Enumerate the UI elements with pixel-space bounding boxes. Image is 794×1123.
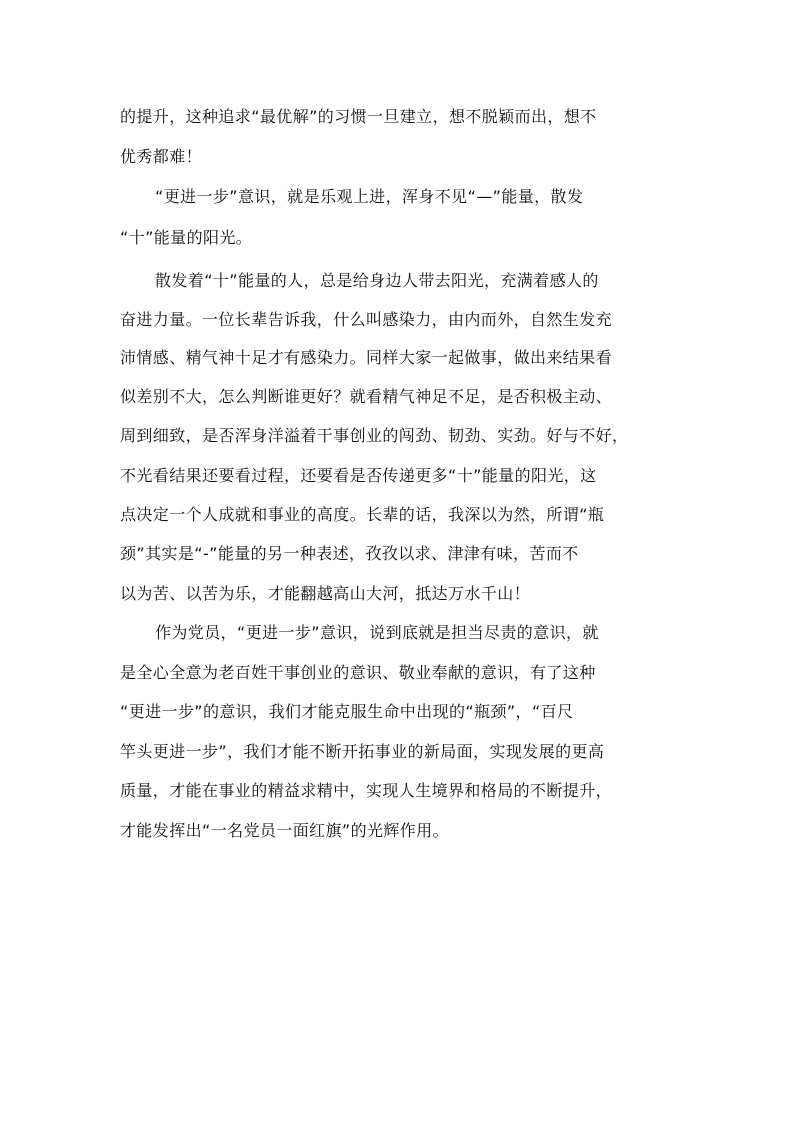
text-line: “十”能量的阳光。	[120, 228, 253, 247]
text-line: 不光看结果还要看过程，还要看是否传递更多“十”能量的阳光，这	[120, 466, 597, 485]
text-line: 沛情感、精气神十足才有感染力。同样大家一起做事，做出来结果看	[120, 348, 613, 367]
text-line: 优秀都难！	[120, 147, 203, 166]
text-line: “更进一步”意识，就是乐观上进，浑身不见“—”能量，散发	[155, 187, 584, 206]
text-line: 质量，才能在事业的精益求精中，实现人生境界和格局的不断提升，	[120, 781, 613, 800]
text-line: 奋进力量。一位长辈告诉我，什么叫感染力，由内而外，自然生发充	[120, 310, 613, 329]
text-line: “更进一步”的意识，我们才能克服生命中出现的“瓶颈”，“百尺	[120, 702, 574, 721]
text-line: 似差别不大，怎么判断谁更好？就看精气神足不足，是否积极主动、	[120, 387, 613, 406]
text-line: 才能发挥出“一名党员一面红旗”的光辉作用。	[120, 821, 449, 840]
text-line: 散发着“十”能量的人，总是给身边人带去阳光，充满着感人的	[155, 271, 599, 290]
text-line: 的提升，这种追求“最优解”的习惯一旦建立，想不脱颖而出，想不	[120, 107, 597, 126]
text-line: 作为党员，“更进一步”意识，说到底就是担当尽责的意识，就	[155, 623, 599, 642]
text-line: 是全心全意为老百姓干事创业的意识、敬业奉献的意识，有了这种	[120, 663, 596, 682]
text-line: 点决定一个人成就和事业的高度。长辈的话，我深以为然，所谓“瓶	[120, 505, 605, 524]
text-line: 周到细致，是否浑身洋溢着干事创业的闯劲、韧劲、实劲。好与不好，	[120, 426, 629, 445]
text-line: 竿头更进一步”，我们才能不断开拓事业的新局面，实现发展的更高	[120, 742, 605, 761]
text-line: 以为苦、以苦为乐，才能翻越高山大河，抵达万水千山！	[120, 584, 531, 603]
text-line: 颈”其实是“-”能量的另一种表述，孜孜以求、津津有味，苦而不	[120, 544, 579, 563]
